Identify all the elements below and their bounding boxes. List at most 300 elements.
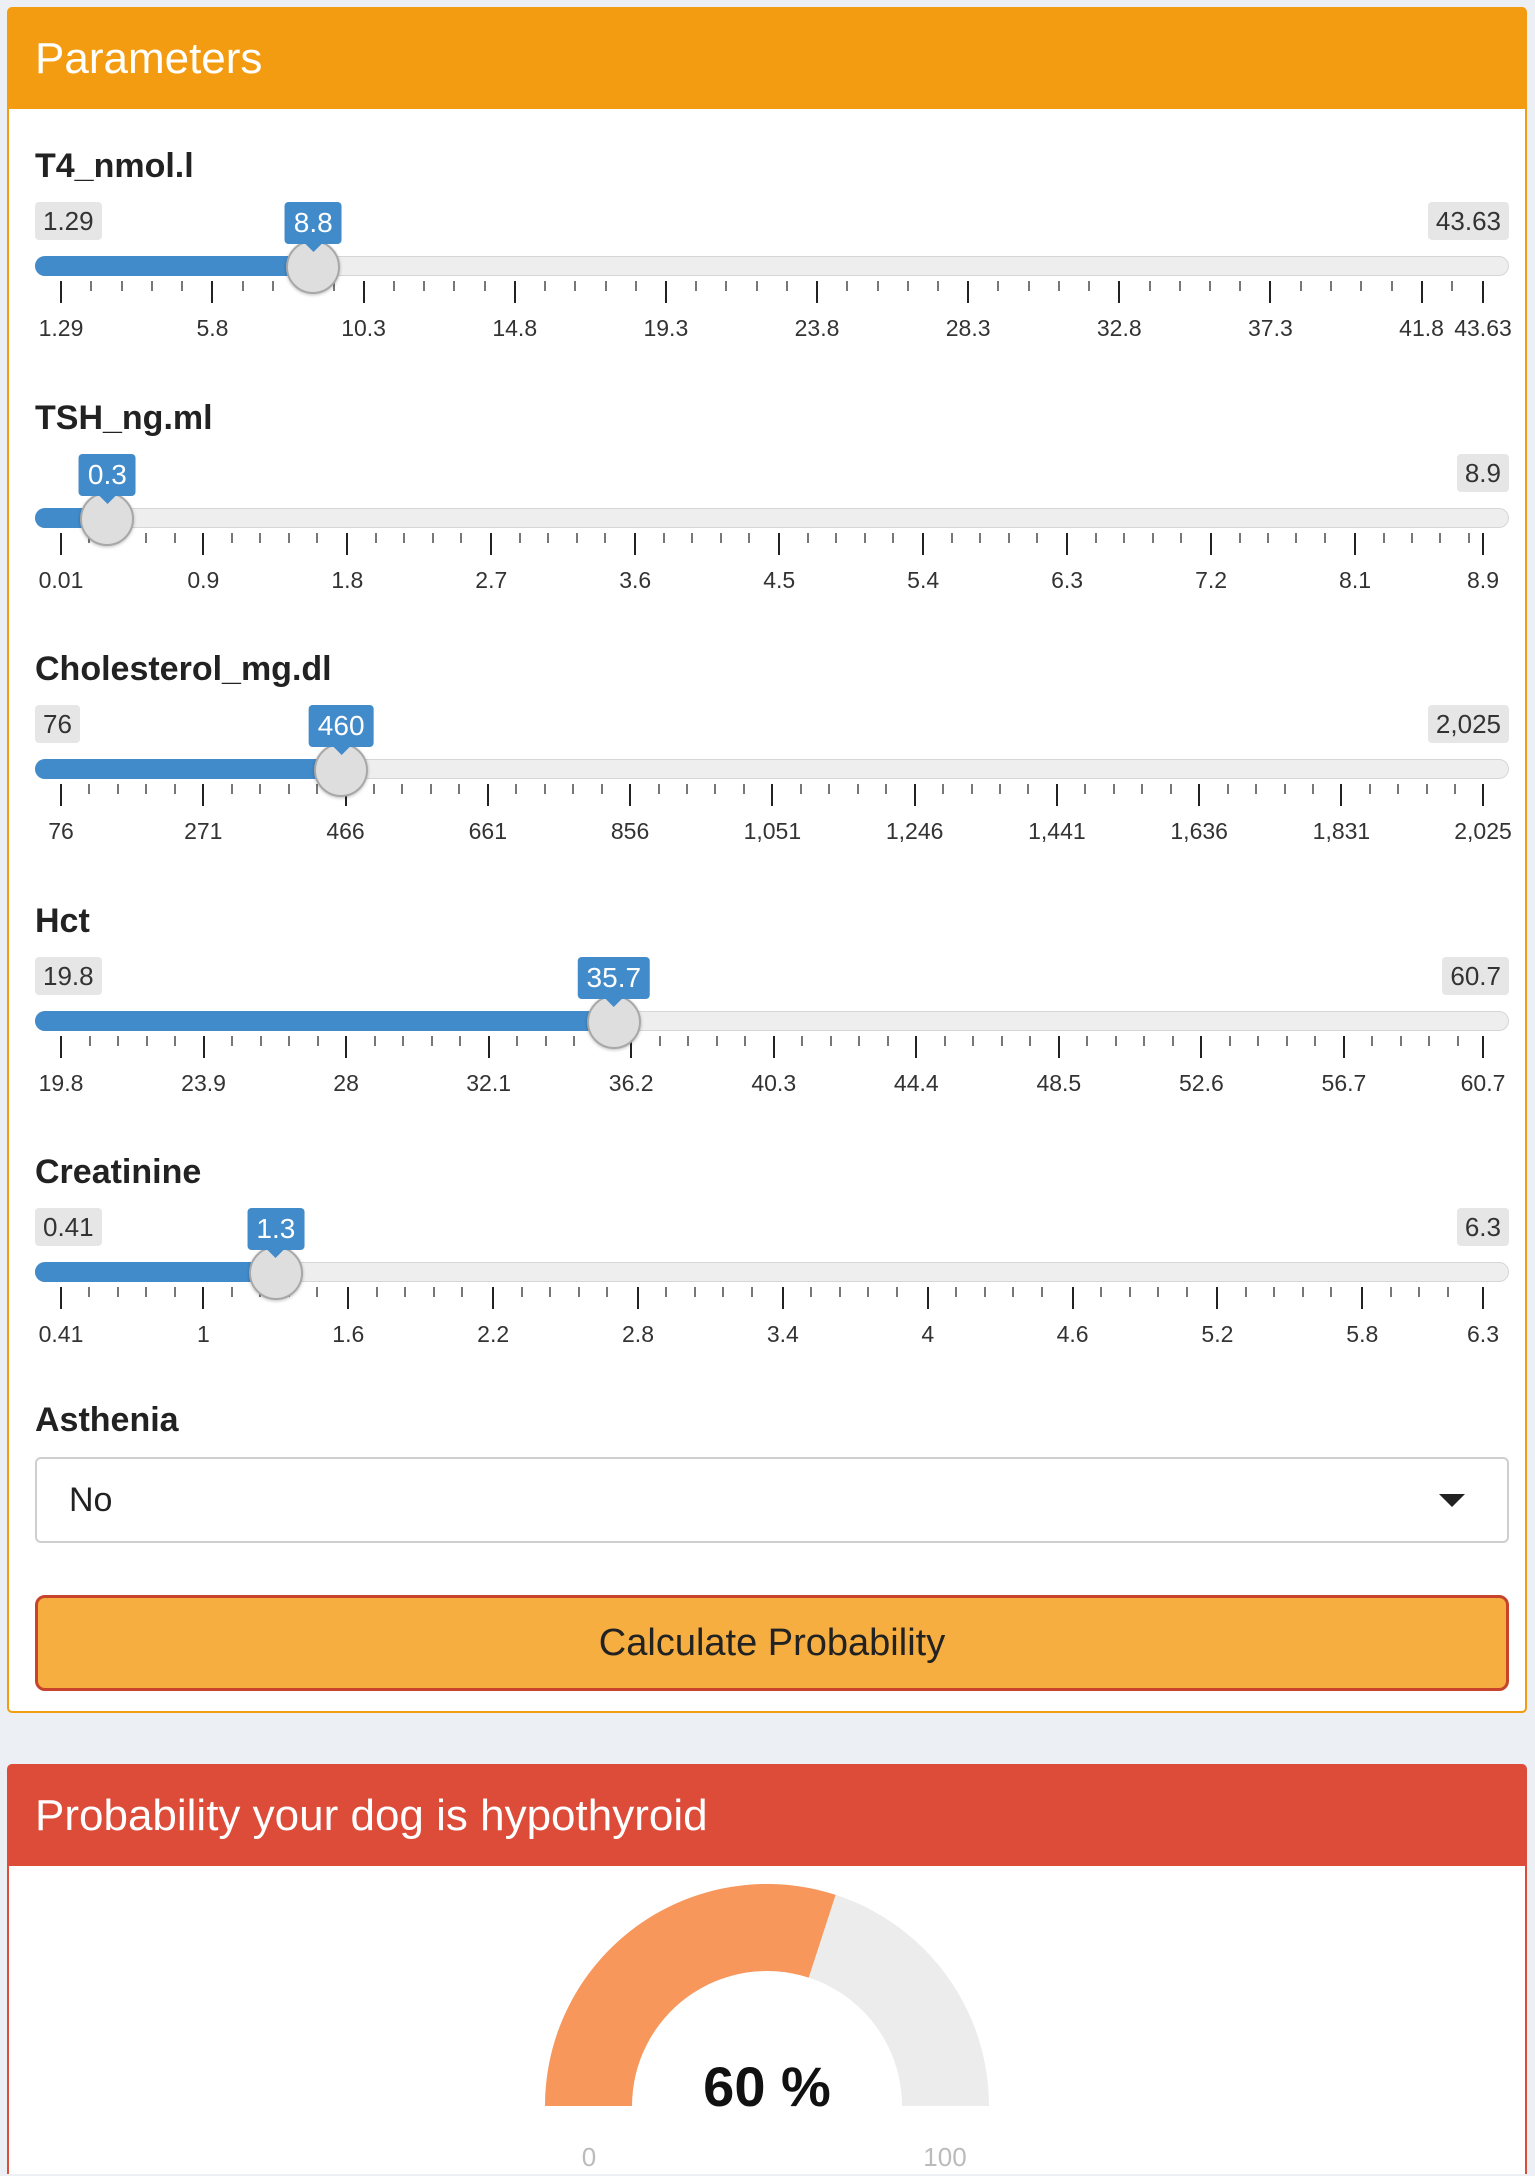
slider-value-label: 0.3 [79,454,136,496]
slider-minor-tick [231,1036,233,1046]
gauge-max-label: 100 [923,2142,967,2172]
slider-minor-tick [402,1036,404,1046]
slider-minor-tick [1428,1036,1430,1046]
slider-tick-label: 3.6 [619,567,652,593]
slider-tick [782,1287,784,1309]
slider-tick-label: 5.2 [1201,1321,1234,1347]
slider-minor-tick [151,281,153,291]
slider-minor-tick [951,533,953,543]
slider-label: Cholesterol_mg.dl [35,650,332,688]
slider-tick-label: 7.2 [1195,567,1228,593]
asthenia-label: Asthenia [35,1401,179,1439]
slider-tick-label: 76 [48,818,74,844]
slider-min-label: 1.29 [35,202,102,240]
slider-tick-label: 1.29 [38,315,84,341]
slider-tick-label: 4.5 [763,567,796,593]
slider-tick-label: 19.8 [38,1070,84,1096]
slider-minor-tick [658,784,660,794]
slider-minor-tick [1113,784,1115,794]
slider-minor-tick [1041,1287,1043,1297]
slider-tick [202,533,204,555]
slider-tick-label: 6.3 [1051,567,1084,593]
slider-minor-tick [288,533,290,543]
slider-tick [60,784,62,806]
slider-tick [60,1287,62,1309]
slider-minor-tick [1454,784,1456,794]
slider-tick [490,533,492,555]
slider-tick [1421,281,1423,303]
slider-minor-tick [801,1036,803,1046]
slider-minor-tick [1273,1287,1275,1297]
slider-minor-tick [88,784,90,794]
slider-tick [1343,1036,1345,1058]
slider-minor-tick [864,533,866,543]
slider-tick [346,533,348,555]
slider-tick [1354,533,1356,555]
slider-minor-tick [573,1036,575,1046]
slider-minor-tick [460,533,462,543]
slider-minor-tick [231,1287,233,1297]
slider-tick-label: 23.9 [181,1070,226,1096]
slider-minor-tick [121,281,123,291]
slider-minor-tick [174,533,176,543]
slider-minor-tick [1255,784,1257,794]
slider-minor-tick [1257,1036,1259,1046]
slider-tick [915,1036,917,1058]
slider-minor-tick [1451,281,1453,291]
slider-minor-tick [635,281,637,291]
slider-tick [1482,784,1484,806]
slider-tick-label: 1,051 [743,818,802,844]
slider-minor-tick [1029,1036,1031,1046]
slider-minor-tick [578,1287,580,1297]
slider-minor-tick [877,281,879,291]
slider-tick [771,784,773,806]
slider-tick-label: 4 [921,1321,935,1347]
slider-minor-tick [145,1287,147,1297]
slider-minor-tick [1209,281,1211,291]
slider-minor-tick [1286,1036,1288,1046]
slider-tick-label: 32.8 [1096,315,1142,341]
slider-tick-label: 48.5 [1036,1070,1082,1096]
slider-tick [1056,784,1058,806]
slider-minor-tick [373,784,375,794]
parameters-header: Parameters [9,9,1525,109]
caret-down-icon [1439,1494,1465,1507]
slider-track[interactable] [35,508,1509,528]
slider-tick [60,1036,62,1058]
slider-minor-tick [453,281,455,291]
slider-label: Creatinine [35,1153,202,1191]
slider-minor-tick [1447,1287,1449,1297]
slider-minor-tick [659,1036,661,1046]
slider-value-label: 35.7 [578,957,651,999]
slider-value-label: 8.8 [285,202,342,244]
slider-tick-label: 1.6 [332,1321,365,1347]
parameters-panel [7,7,1527,1713]
slider-tick-label: 856 [610,818,650,844]
slider-minor-tick [1149,281,1151,291]
slider-bar [35,1262,276,1282]
slider-max-label: 60.7 [1442,957,1509,995]
slider-tick [1482,1287,1484,1309]
slider-minor-tick [1330,1287,1332,1297]
slider-minor-tick [1391,281,1393,291]
slider-minor-tick [720,533,722,543]
slider-tick-label: 1,636 [1170,818,1228,844]
slider-minor-tick [979,533,981,543]
slider-tick [1361,1287,1363,1309]
slider-tick-label: 2.7 [475,567,508,593]
slider-tick [629,784,631,806]
slider-minor-tick [1239,281,1241,291]
slider-minor-tick [751,1287,753,1297]
slider-minor-tick [231,533,233,543]
slider-minor-tick [459,1036,461,1046]
slider-tick [778,533,780,555]
slider-minor-tick [242,281,244,291]
slider-minor-tick [1426,784,1428,794]
slider-tick [60,533,62,555]
slider-minor-tick [1008,533,1010,543]
slider-minor-tick [1229,1036,1231,1046]
slider-tick-label: 5.4 [907,567,940,593]
slider-minor-tick [1028,281,1030,291]
slider-tick-label: 28 [333,1070,359,1096]
slider-tick-label: 3.4 [766,1321,799,1347]
slider-minor-tick [117,1036,119,1046]
slider-hct[interactable] [35,902,1509,1142]
slider-minor-tick [317,1036,319,1046]
slider-tick-label: 661 [468,818,507,844]
slider-minor-tick [1095,533,1097,543]
slider-tick-label: 41.8 [1399,315,1444,341]
slider-tick-label: 5.8 [196,315,229,341]
slider-tick-label: 28.3 [945,315,991,341]
calculate-probability-button[interactable]: Calculate Probability [35,1595,1509,1691]
slider-minor-tick [687,1036,689,1046]
slider-minor-tick [404,1287,406,1297]
slider-tick [927,1287,929,1309]
asthenia-select[interactable] [35,1457,1509,1543]
slider-minor-tick [1360,281,1362,291]
slider-tick [1058,1036,1060,1058]
slider-minor-tick [601,784,603,794]
slider-minor-tick [89,1036,91,1046]
slider-minor-tick [260,1036,262,1046]
slider-t4[interactable] [35,147,1512,387]
slider-tick-label: 60.7 [1460,1070,1506,1096]
slider-tick-label: 43.63 [1454,315,1512,341]
slider-minor-tick [857,784,859,794]
slider-minor-tick [1186,1287,1188,1297]
slider-value-label: 460 [309,705,374,747]
slider-minor-tick [90,281,92,291]
slider-minor-tick [1012,1287,1014,1297]
slider-tick [1200,1036,1202,1058]
slider-minor-tick [1141,784,1143,794]
slider-tick [1198,784,1200,806]
slider-minor-tick [374,1036,376,1046]
slider-minor-tick [430,784,432,794]
slider-minor-tick [1084,784,1086,794]
slider-minor-tick [756,281,758,291]
slider-tick-label: 5.8 [1346,1321,1379,1347]
slider-minor-tick [725,281,727,291]
slider-minor-tick [942,784,944,794]
slider-minor-tick [181,281,183,291]
slider-minor-tick [1371,1036,1373,1046]
slider-minor-tick [458,784,460,794]
slider-minor-tick [1468,533,1470,543]
slider-tick [211,281,213,303]
slider-minor-tick [1086,1036,1088,1046]
slider-minor-tick [544,281,546,291]
slider-minor-tick [663,533,665,543]
slider-label: TSH_ng.ml [35,399,213,437]
slider-minor-tick [376,1287,378,1297]
slider-tick-label: 1.8 [331,567,364,593]
slider-tick [1066,533,1068,555]
slider-minor-tick [316,533,318,543]
slider-minor-tick [547,533,549,543]
slider-tick-label: 37.3 [1248,315,1293,341]
slider-minor-tick [1400,1036,1402,1046]
slider-minor-tick [694,1287,696,1297]
slider-minor-tick [1411,533,1413,543]
slider-minor-tick [828,784,830,794]
slider-minor-tick [748,533,750,543]
slider-minor-tick [1115,1036,1117,1046]
slider-tick-label: 56.7 [1321,1070,1367,1096]
slider-tick-label: 1,246 [885,818,944,844]
slider-minor-tick [1001,1036,1003,1046]
slider-minor-tick [1170,784,1172,794]
slider-minor-tick [1330,281,1332,291]
slider-minor-tick [403,533,405,543]
slider-minor-tick [174,1287,176,1297]
slider-minor-tick [606,1287,608,1297]
slider-tick [1210,533,1212,555]
slider-tick [773,1036,775,1058]
slider-minor-tick [971,784,973,794]
slider-tick-label: 40.3 [751,1070,797,1096]
slider-minor-tick [549,1287,551,1297]
slider-tick [202,784,204,806]
asthenia-selected-value: No [69,1481,113,1519]
slider-minor-tick [786,281,788,291]
slider-minor-tick [695,281,697,291]
slider-minor-tick [1397,784,1399,794]
probability-panel [7,1764,1527,2174]
slider-minor-tick [867,1287,869,1297]
slider-minor-tick [1267,533,1269,543]
slider-minor-tick [1152,533,1154,543]
slider-minor-tick [716,1036,718,1046]
slider-minor-tick [744,1036,746,1046]
slider-tsh[interactable] [35,399,1509,639]
slider-tick-label: 32.1 [466,1070,512,1096]
slider-minor-tick [896,1287,898,1297]
slider-minor-tick [1143,1036,1145,1046]
slider-minor-tick [1239,533,1241,543]
slider-minor-tick [665,1287,667,1297]
slider-minor-tick [937,281,939,291]
slider-minor-tick [117,784,119,794]
slider-cholesterol[interactable] [35,650,1512,890]
slider-minor-tick [432,533,434,543]
slider-minor-tick [572,784,574,794]
slider-minor-tick [316,1287,318,1297]
slider-tick-label: 10.3 [341,315,386,341]
slider-bar [35,1011,614,1031]
slider-minor-tick [858,1036,860,1046]
slider-minor-tick [423,281,425,291]
slider-max-label: 8.9 [1457,454,1509,492]
slider-minor-tick [887,1036,889,1046]
slider-tick-label: 36.2 [608,1070,654,1096]
slider-minor-tick [997,281,999,291]
slider-minor-tick [810,1287,812,1297]
slider-minor-tick [145,784,147,794]
slider-minor-tick [605,281,607,291]
slider-minor-tick [955,1287,957,1297]
probability-gauge [9,1766,1525,2176]
slider-tick-label: 2.2 [477,1321,510,1347]
slider-minor-tick [1123,533,1125,543]
slider-minor-tick [433,1287,435,1297]
slider-minor-tick [839,1287,841,1297]
slider-tick [363,281,365,303]
slider-tick [203,1036,205,1058]
slider-minor-tick [515,784,517,794]
slider-tick [1340,784,1342,806]
slider-tick-label: 2.8 [622,1321,654,1347]
slider-minor-tick [146,1036,148,1046]
slider-tick [1482,281,1484,303]
probability-header: Probability your dog is hypothyroid [9,1766,1525,1866]
slider-minor-tick [88,1287,90,1297]
slider-minor-tick [1439,533,1441,543]
slider-tick [816,281,818,303]
slider-tick [202,1287,204,1309]
slider-tick-label: 1,831 [1312,818,1371,844]
slider-minor-tick [1172,1036,1174,1046]
slider-tick-label: 0.01 [38,567,84,593]
slider-tick-label: 0.9 [187,567,220,593]
slider-tick-label: 8.9 [1467,567,1499,593]
slider-minor-tick [999,784,1001,794]
slider-value-label: 1.3 [247,1208,304,1250]
slider-tick-label: 14.8 [492,315,538,341]
slider-tick [914,784,916,806]
slider-tick [637,1287,639,1309]
slider-minor-tick [519,533,521,543]
slider-minor-tick [1324,533,1326,543]
slider-minor-tick [1157,1287,1159,1297]
slider-minor-tick [604,533,606,543]
slider-minor-tick [272,281,274,291]
slider-tick-label: 52.6 [1178,1070,1224,1096]
slider-minor-tick [259,784,261,794]
slider-minor-tick [574,281,576,291]
slider-minor-tick [1129,1287,1131,1297]
slider-minor-tick [1027,784,1029,794]
slider-minor-tick [743,784,745,794]
slider-minor-tick [1295,533,1297,543]
slider-minor-tick [1300,281,1302,291]
slider-max-label: 43.63 [1428,202,1509,240]
slider-minor-tick [288,1036,290,1046]
slider-minor-tick [1227,784,1229,794]
slider-min-label: 0.41 [35,1208,102,1246]
slider-minor-tick [984,1287,986,1297]
slider-minor-tick [484,281,486,291]
slider-creatinine[interactable] [35,1153,1509,1393]
slider-max-label: 6.3 [1457,1208,1509,1246]
slider-tick [1072,1287,1074,1309]
slider-minor-tick [722,1287,724,1297]
slider-minor-tick [288,784,290,794]
slider-minor-tick [846,281,848,291]
slider-minor-tick [544,784,546,794]
slider-minor-tick [907,281,909,291]
slider-minor-tick [1100,1287,1102,1297]
slider-tick-label: 44.4 [893,1070,939,1096]
slider-minor-tick [431,1036,433,1046]
slider-minor-tick [231,784,233,794]
slider-minor-tick [174,784,176,794]
slider-tick [634,533,636,555]
slider-label: T4_nmol.l [35,147,194,185]
slider-tick-label: 271 [184,818,223,844]
slider-tick [487,784,489,806]
slider-minor-tick [545,1036,547,1046]
slider-min-label: 19.8 [35,957,102,995]
slider-minor-tick [259,533,261,543]
slider-minor-tick [1390,1287,1392,1297]
slider-minor-tick [516,1036,518,1046]
slider-tick [922,533,924,555]
slider-minor-tick [521,1287,523,1297]
slider-tick-label: 4.6 [1056,1321,1089,1347]
slider-minor-tick [316,784,318,794]
slider-minor-tick [1088,281,1090,291]
slider-tick [1216,1287,1218,1309]
slider-minor-tick [1179,281,1181,291]
slider-tick-label: 2,025 [1454,818,1512,844]
slider-tick [1482,1036,1484,1058]
slider-minor-tick [972,1036,974,1046]
slider-tick [665,281,667,303]
gauge-min-label: 0 [581,2142,597,2172]
slider-minor-tick [1180,533,1182,543]
slider-minor-tick [401,784,403,794]
slider-minor-tick [1245,1287,1247,1297]
slider-min-label: 76 [35,705,80,743]
slider-minor-tick [944,1036,946,1046]
slider-tick [1118,281,1120,303]
slider-tick [60,281,62,303]
slider-minor-tick [576,533,578,543]
slider-tick [967,281,969,303]
slider-minor-tick [174,1036,176,1046]
slider-tick-label: 1,441 [1028,818,1086,844]
slider-tick-label: 19.3 [643,315,689,341]
slider-tick [492,1287,494,1309]
slider-minor-tick [393,281,395,291]
slider-minor-tick [1369,784,1371,794]
